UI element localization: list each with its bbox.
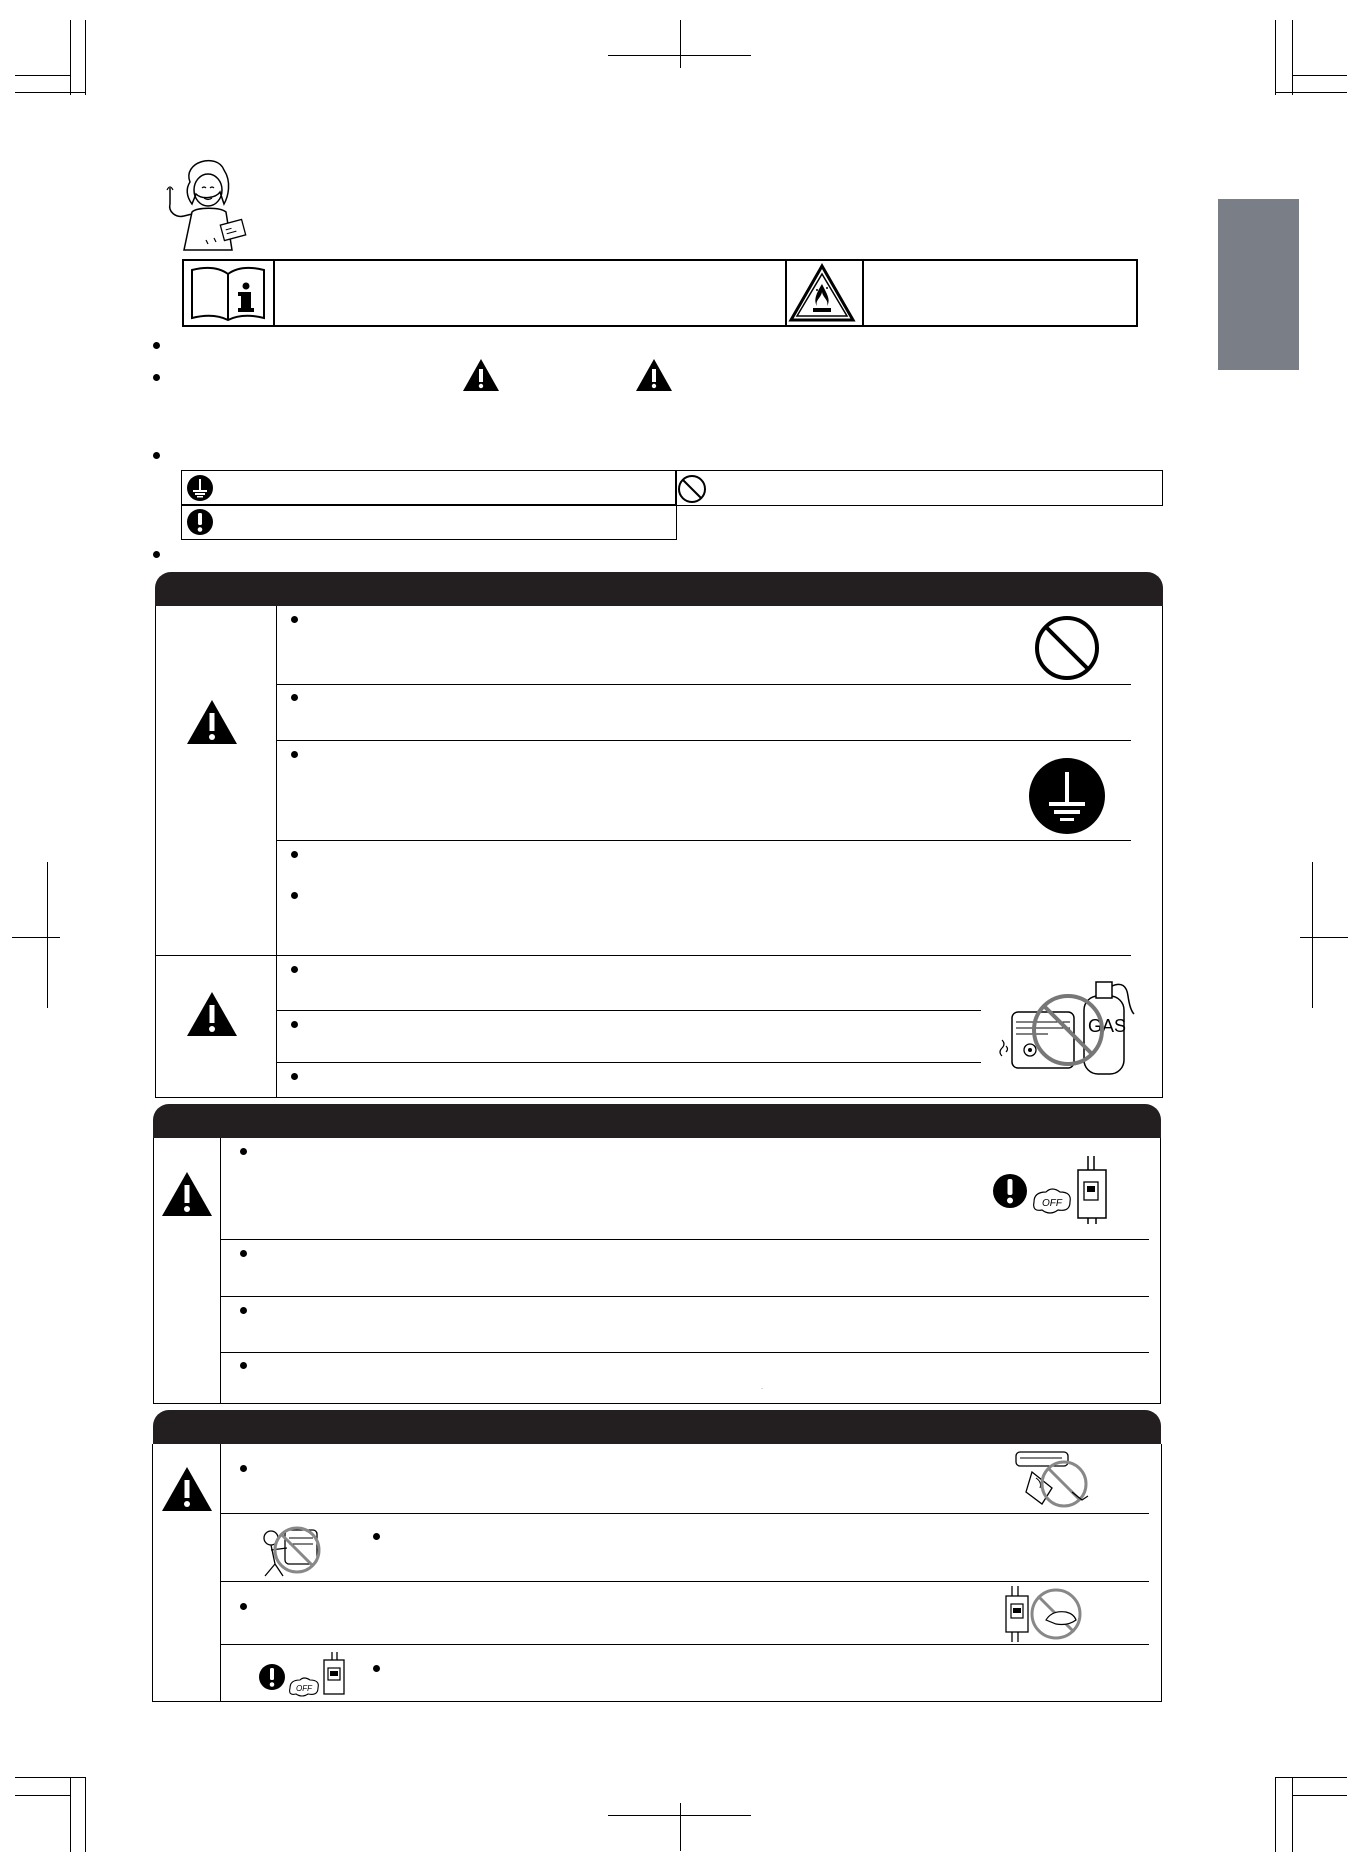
ground-icon	[1027, 756, 1107, 836]
breaker-off-label: OFF	[296, 1684, 312, 1693]
list-bullet	[240, 1465, 247, 1472]
warning-triangle-icon	[185, 990, 239, 1038]
breaker-off-label: OFF	[1042, 1198, 1062, 1209]
list-bullet	[153, 452, 160, 459]
section-header-3	[153, 1410, 1161, 1444]
list-bullet	[291, 1021, 298, 1028]
prohibited-icon	[677, 474, 707, 504]
list-bullet	[153, 374, 160, 381]
gas-label: GAS	[1088, 1016, 1127, 1036]
warning-triangle-icon	[160, 1170, 214, 1218]
gas-cylinder-prohibited-icon	[998, 976, 1138, 1078]
prohibited-icon	[1033, 614, 1101, 682]
exclamation-icon	[258, 1663, 286, 1691]
list-bullet	[240, 1307, 247, 1314]
circuit-breaker-off-icon	[288, 1650, 354, 1700]
list-bullet	[291, 616, 298, 623]
person-repair-prohibited-icon	[257, 1518, 329, 1580]
exclamation-icon	[991, 1172, 1029, 1210]
list-bullet	[291, 851, 298, 858]
warning-triangle-icon	[634, 357, 674, 393]
warning-triangle-icon	[461, 357, 501, 393]
exclamation-icon	[186, 508, 214, 536]
flammable-warning-icon	[787, 262, 857, 324]
info-box	[182, 259, 1138, 327]
woman-reading-manual-icon	[162, 152, 252, 252]
list-bullet	[291, 694, 298, 701]
list-bullet	[291, 751, 298, 758]
list-bullet	[153, 551, 160, 558]
list-bullet	[373, 1533, 380, 1540]
list-bullet	[153, 342, 160, 349]
section-header-1	[155, 572, 1163, 606]
symbol-legend-ground	[181, 470, 677, 506]
list-bullet	[240, 1250, 247, 1257]
warning-triangle-icon	[160, 1465, 214, 1513]
list-bullet	[291, 1073, 298, 1080]
symbol-legend-mandatory	[181, 504, 677, 540]
stray-mark: ·	[761, 1386, 763, 1392]
symbol-legend-prohibited	[675, 470, 1163, 506]
side-tab	[1218, 199, 1299, 370]
list-bullet	[373, 1665, 380, 1672]
list-bullet	[291, 892, 298, 899]
list-bullet	[240, 1362, 247, 1369]
section-header-2	[153, 1104, 1161, 1138]
breaker-touch-prohibited-icon	[1002, 1584, 1094, 1644]
list-bullet	[240, 1148, 247, 1155]
list-bullet	[291, 966, 298, 973]
unit-falling-prohibited-icon	[1012, 1448, 1104, 1510]
circuit-breaker-off-icon	[1030, 1152, 1120, 1224]
warning-triangle-icon	[185, 698, 239, 746]
ground-icon	[186, 474, 214, 502]
list-bullet	[240, 1603, 247, 1610]
info-manual-icon	[188, 264, 268, 322]
